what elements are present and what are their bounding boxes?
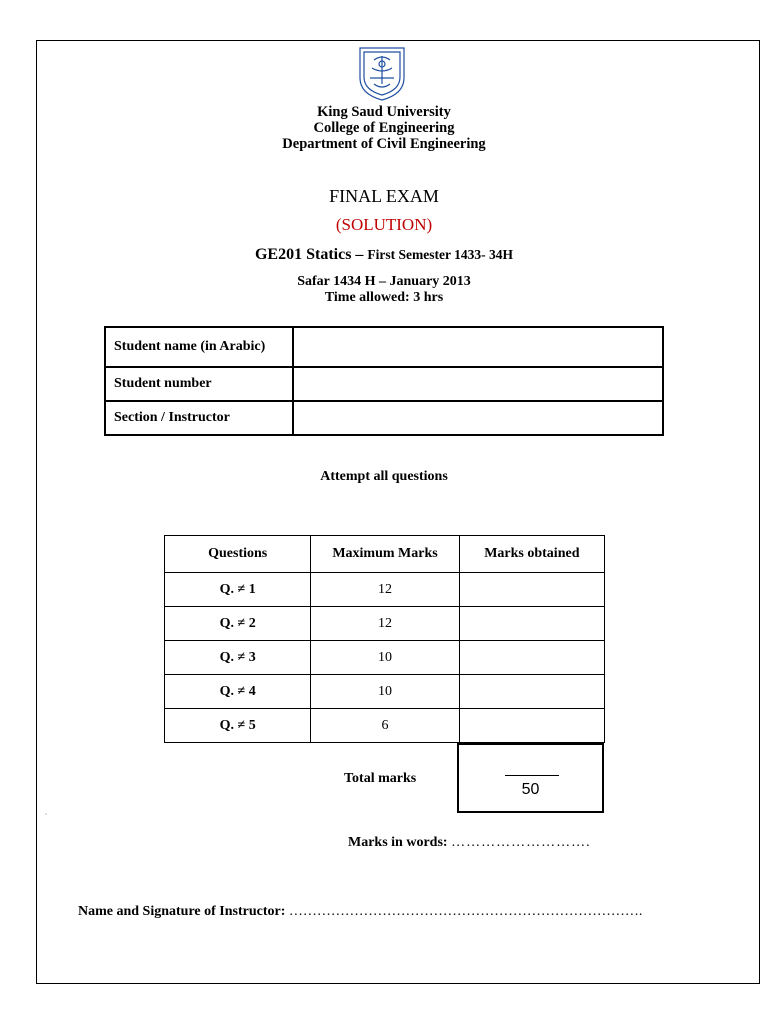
student-info-table <box>104 326 664 436</box>
department-name: Department of Civil Engineering <box>282 136 486 152</box>
student-name-label: Student name (in Arabic) <box>105 327 293 367</box>
question-cell: Q. ≠ 5 <box>165 709 311 743</box>
instruction-text: Attempt all questions <box>320 469 448 484</box>
semester: First Semester 1433- 34H <box>367 247 514 262</box>
solution-label: (SOLUTION) <box>335 215 433 234</box>
table-row <box>165 641 605 675</box>
question-cell: Q. ≠ 3 <box>165 641 311 675</box>
instructor-signature-label: Name and Signature of Instructor: <box>78 904 286 919</box>
marks-table <box>164 535 605 743</box>
section-instructor-label: Section / Instructor <box>105 401 293 435</box>
max-marks-cell: 6 <box>311 709 459 743</box>
total-marks-value: 50 <box>521 781 540 798</box>
max-marks-cell: 10 <box>311 675 459 709</box>
marks-obtained-cell[interactable] <box>459 675 604 709</box>
table-row <box>165 675 605 709</box>
student-number-field[interactable] <box>293 367 663 401</box>
instructor-signature-dots[interactable]: …………………………………………………………………. <box>288 904 643 919</box>
total-marks-label: Total marks <box>344 771 417 786</box>
instructor-signature <box>78 904 642 920</box>
header-questions: Questions <box>165 536 311 573</box>
marks-in-words-label: Marks in words: <box>348 835 448 850</box>
marks-table-header <box>165 536 605 573</box>
marks-in-words <box>348 835 591 851</box>
time-allowed: Time allowed: 3 hrs <box>324 290 444 305</box>
student-number-row <box>105 367 663 401</box>
exam-date: Safar 1434 H – January 2013 <box>297 274 471 289</box>
section-instructor-field[interactable] <box>293 401 663 435</box>
course-dash: – <box>355 246 364 263</box>
marks-obtained-cell[interactable] <box>459 573 604 607</box>
header-maximum-marks: Maximum Marks <box>311 536 459 573</box>
student-number-label: Student number <box>105 367 293 401</box>
marks-obtained-cell[interactable] <box>459 641 604 675</box>
question-cell: Q. ≠ 2 <box>165 607 311 641</box>
table-row <box>165 709 605 743</box>
college-name: College of Engineering <box>313 120 455 136</box>
student-name-row <box>105 327 663 367</box>
section-instructor-row <box>105 401 663 435</box>
table-row <box>165 573 605 607</box>
stray-mark: ˜ <box>45 814 47 820</box>
marks-in-words-dots[interactable]: ………………………. <box>451 835 591 850</box>
question-cell: Q. ≠ 4 <box>165 675 311 709</box>
student-name-field[interactable] <box>293 327 663 367</box>
university-name: King Saud University <box>317 104 451 120</box>
total-marks-blank-line <box>505 775 559 776</box>
course-line <box>0 246 768 264</box>
course-name: GE201 Statics <box>254 246 352 263</box>
question-cell: Q. ≠ 1 <box>165 573 311 607</box>
marks-obtained-cell[interactable] <box>459 709 604 743</box>
max-marks-cell: 12 <box>311 573 459 607</box>
max-marks-cell: 10 <box>311 641 459 675</box>
table-row <box>165 607 605 641</box>
marks-obtained-cell[interactable] <box>459 607 604 641</box>
max-marks-cell: 12 <box>311 607 459 641</box>
total-marks-box[interactable] <box>457 743 604 813</box>
header-marks-obtained: Marks obtained <box>459 536 604 573</box>
university-seal-logo <box>354 44 410 102</box>
exam-title: FINAL EXAM <box>329 186 439 206</box>
